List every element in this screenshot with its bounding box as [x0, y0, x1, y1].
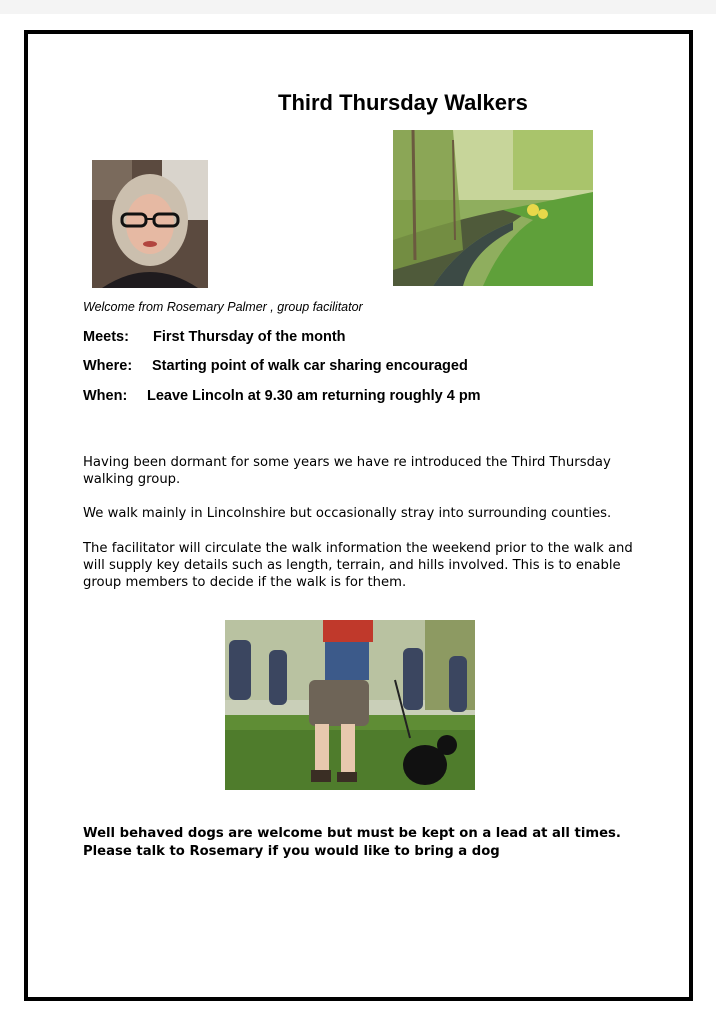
- welcome-line: Welcome from Rosemary Palmer , group facilitator: [83, 300, 363, 314]
- detail-value: Starting point of walk car sharing encouraged: [152, 358, 468, 374]
- detail-meets: [83, 329, 346, 345]
- detail-value: First Thursday of the month: [153, 329, 346, 345]
- detail-when: [83, 388, 481, 404]
- closing-note: Well behaved dogs are welcome but must be kept on a lead at all times. Please talk to Rosemary if you would like to bring a dog: [83, 826, 621, 859]
- detail-label: When:: [83, 388, 128, 404]
- detail-where: [83, 358, 468, 374]
- paragraph-area: We walk mainly in Lincolnshire but occasionally stray into surrounding counties.: [83, 506, 612, 521]
- detail-value: Leave Lincoln at 9.30 am returning roughly 4 pm: [147, 388, 481, 404]
- portrait-photo: [92, 160, 208, 288]
- detail-label: Where:: [83, 358, 133, 374]
- paragraph-intro: Having been dormant for some years we have re introduced the Third Thursday walking group.: [83, 455, 611, 487]
- paragraph-facilitator: The facilitator will circulate the walk information the weekend prior to the walk and will supply key details such as length, terrain, and hills involved. This is to enable group members to decide if the walk is for them.: [83, 541, 633, 590]
- river-landscape-photo: [393, 130, 593, 286]
- top-strip: [0, 0, 716, 14]
- walkers-with-dog-photo: [225, 620, 475, 790]
- detail-label: Meets:: [83, 329, 129, 345]
- page-title: Third Thursday Walkers: [278, 90, 528, 115]
